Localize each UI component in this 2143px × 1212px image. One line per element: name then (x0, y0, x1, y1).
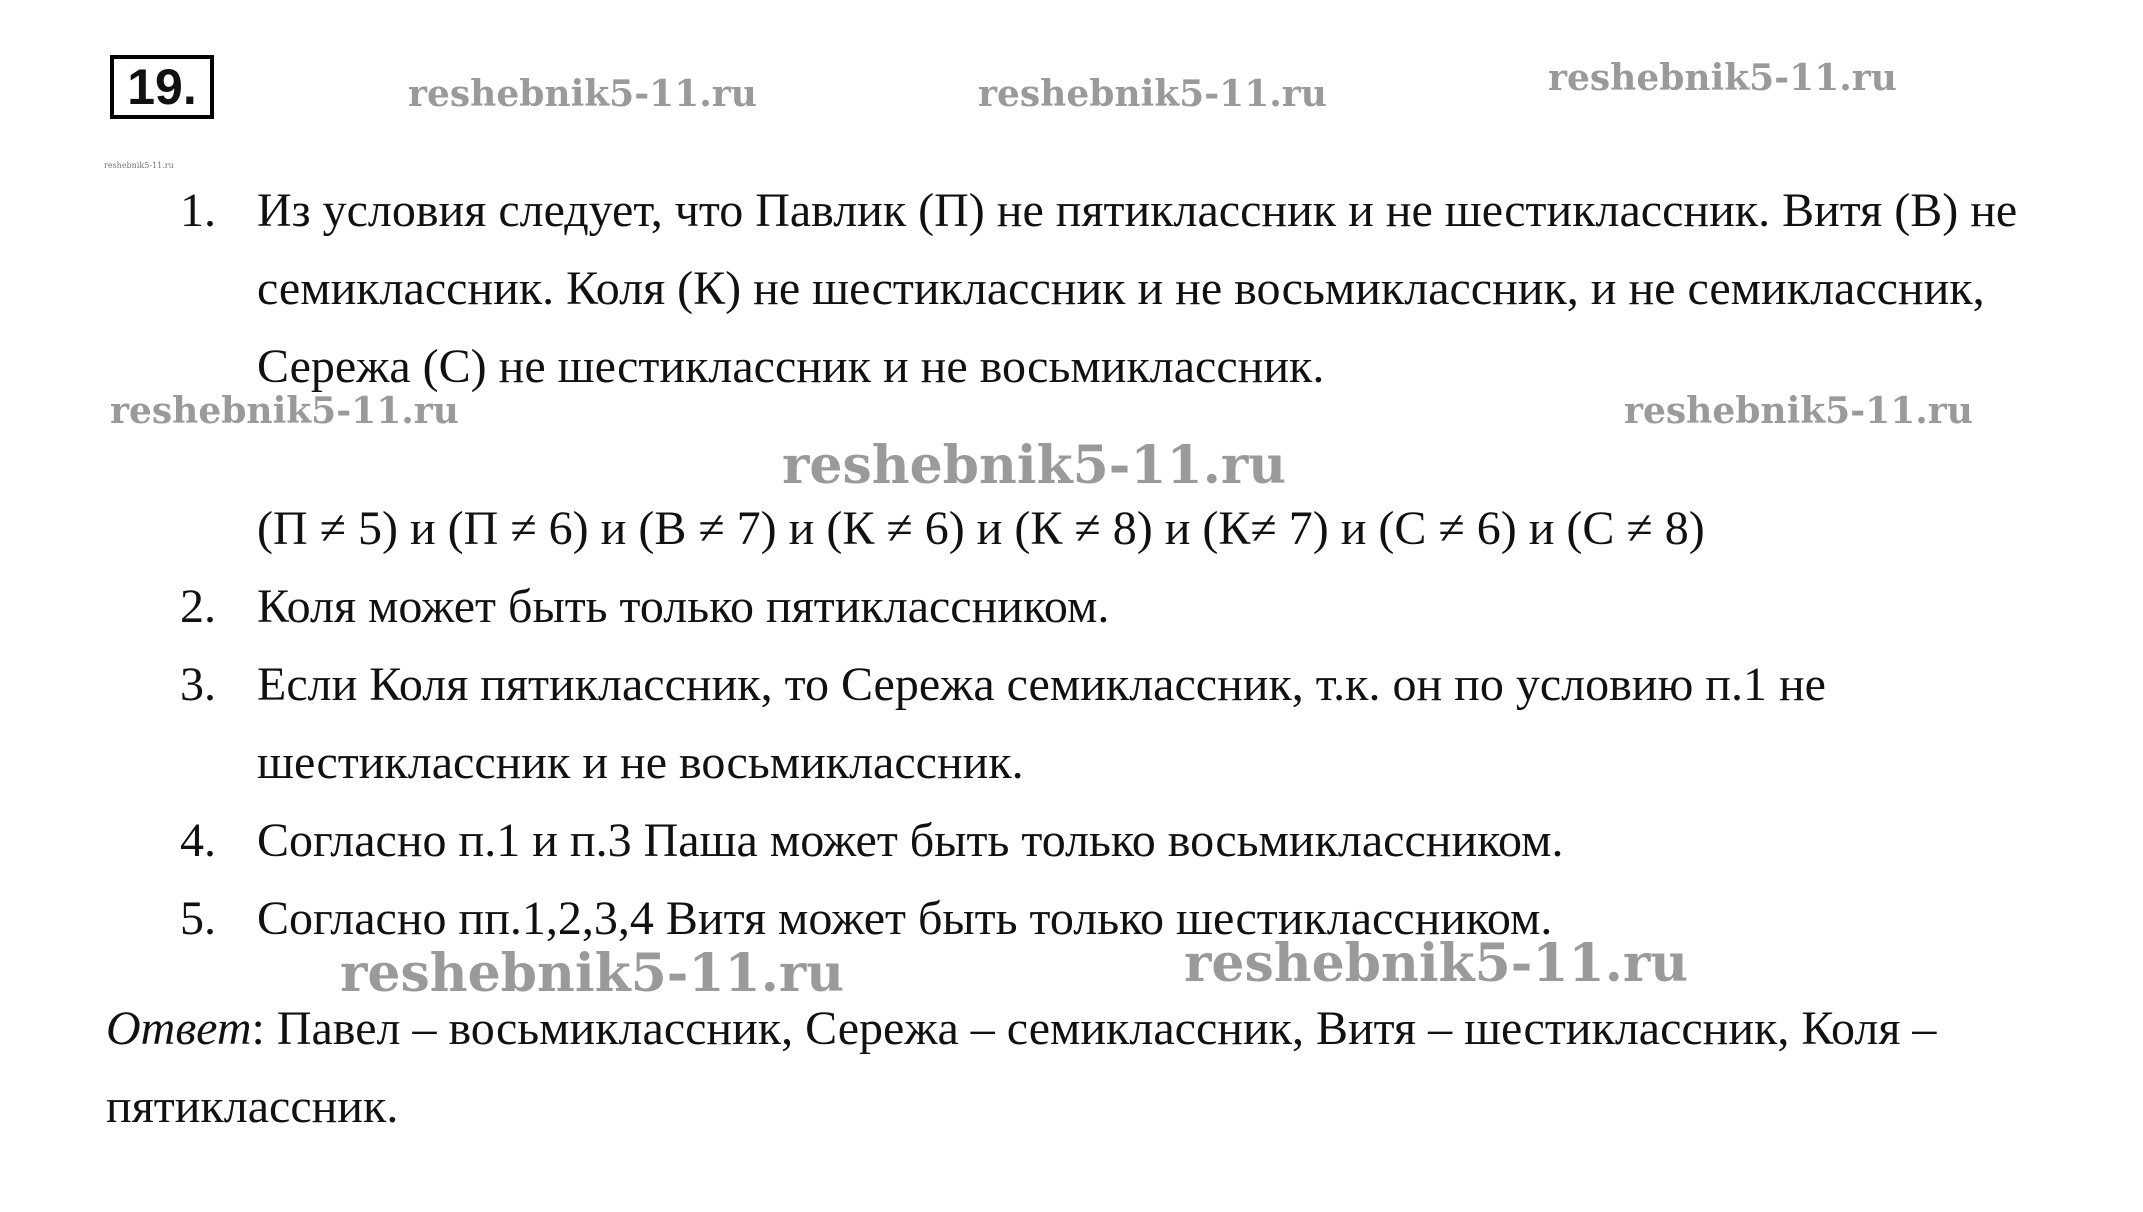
answer (106, 990, 2056, 1146)
task-number: 19. (110, 55, 214, 119)
step-number: 2. (180, 580, 216, 633)
watermark: reshebnik5-11.ru (1548, 57, 1897, 99)
watermark: reshebnik5-11.ru (782, 435, 1287, 496)
condition-formula: (П ≠ 5) и (П ≠ 6) и (В ≠ 7) и (К ≠ 6) и (К ≠ 8) и (К≠ 7) и (С ≠ 6) и (С ≠ 8) (257, 502, 1705, 555)
watermark: reshebnik5-11.ru (110, 390, 459, 432)
step-number: 4. (180, 814, 216, 867)
step-text: Согласно пп.1,2,3,4 Витя может быть только шестиклассником. (257, 892, 1553, 945)
step-number: 5. (180, 892, 216, 945)
answer-label: Ответ (106, 1002, 252, 1055)
watermark: reshebnik5-11.ru (340, 943, 845, 1004)
step-text: Из условия следует, что Павлик (П) не пятиклассник и не шестиклассник. Витя (В) не семиклассник. Коля (К) не шестиклассник и не восьмиклассник, и не семиклассник, Сережа (С) не шестиклассник и не восьмиклассник. (257, 184, 2018, 393)
watermark: reshebnik5-11.ru (408, 73, 757, 115)
watermark-small: reshebnik5-11.ru (104, 161, 174, 170)
step-text: Согласно п.1 и п.3 Паша может быть только восьмиклассником. (257, 814, 1564, 867)
step-number: 3. (180, 658, 216, 711)
watermark: reshebnik5-11.ru (978, 73, 1327, 115)
step-text: Коля может быть только пятиклассником. (257, 580, 1110, 633)
watermark: reshebnik5-11.ru (1624, 390, 1973, 432)
answer-text: : Павел – восьмиклассник, Сережа – семиклассник, Витя – шестиклассник, Коля – пятиклассник. (106, 1002, 1937, 1133)
watermark: reshebnik5-11.ru (1184, 933, 1689, 994)
step-number: 1. (180, 184, 216, 237)
step-text: Если Коля пятиклассник, то Сережа семиклассник, т.к. он по условию п.1 не шестиклассник и не восьмиклассник. (257, 658, 1826, 789)
